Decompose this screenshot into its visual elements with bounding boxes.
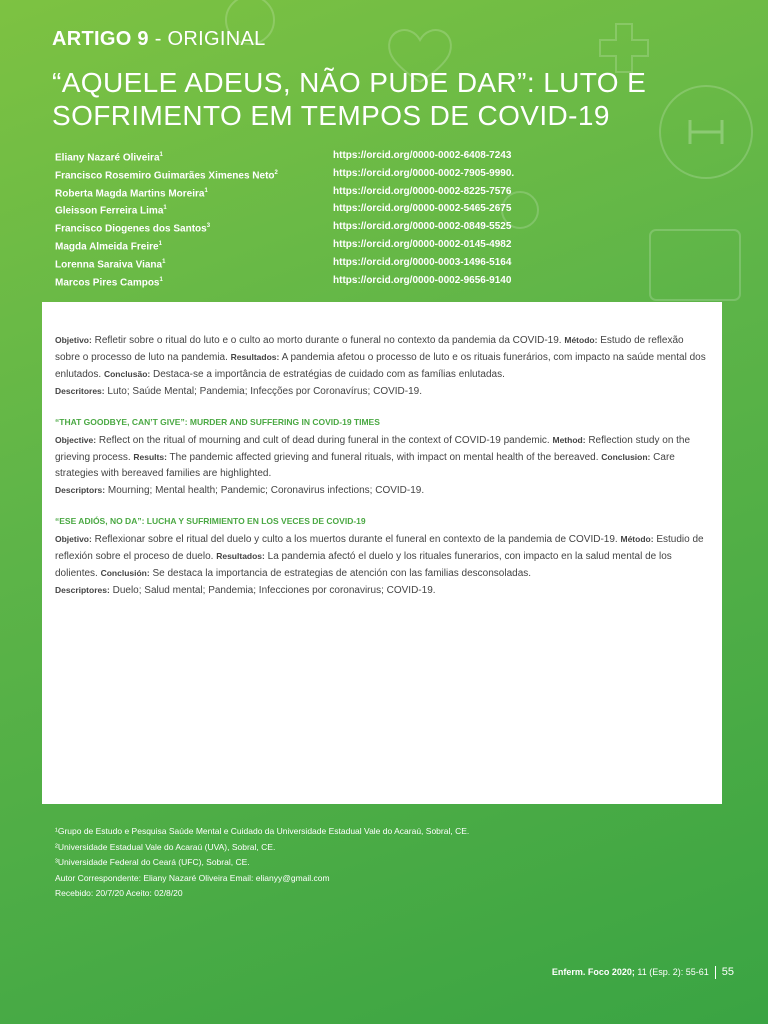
affiliation-2: ²Universidade Estadual Vale do Acaraú (UVA), Sobral, CE. (55, 841, 276, 852)
author-name (55, 273, 333, 291)
es-conclusion-text: Se destaca la importancia de estrategias de atención con las familias desconsoladas. (152, 568, 532, 579)
es-results-text: La pandemia afectó el duelo y los rituales funerarios, con impacto en la salud mental de los dolientes. (55, 551, 672, 579)
es-method-label: Método: (620, 534, 654, 544)
author-name (55, 148, 333, 166)
orcid-link[interactable]: https://orcid.org/0000-0002-9656-9140 (333, 274, 512, 286)
footer-divider (715, 966, 716, 979)
en-method-label: Method: (552, 435, 586, 445)
pt-conclusion-label: Conclusão: (103, 369, 151, 379)
journal-volume: 11 (Esp. 2): 55-61 (634, 967, 709, 977)
affiliation-marker: 3 (206, 223, 211, 230)
pt-method-text: Estudo de reflexão sobre o processo de luto na pandemia. (55, 335, 684, 363)
es-results-label: Resultados: (216, 551, 265, 561)
en-results-label: Results: (133, 452, 167, 462)
pt-results-text: A pandemia afetou o processo de luto e os rituais funerários, com impacto na saúde mental dos enlutados. (55, 352, 706, 380)
author-name-text: Magda Almeida Freire (55, 241, 159, 253)
orcid-link[interactable]: https://orcid.org/0000-0002-0849-5525 (333, 221, 512, 233)
author-row (55, 219, 615, 237)
author-name-text: Marcos Pires Campos (55, 277, 160, 289)
abstract-spanish (55, 513, 710, 599)
corresponding-author: Autor Correspondente: Eliany Nazaré Oliveira Email: elianyy@gmail.com (55, 872, 330, 883)
article-number: ARTIGO 9 (52, 28, 149, 50)
author-name-text: Francisco Diogenes dos Santos (55, 223, 207, 235)
en-descriptors-label: Descriptors: (55, 485, 106, 495)
abstract-es-title: “ESE ADIÓS, NO DA”: LUCHA Y SUFRIMIENTO EN LOS VECES DE COVID-19 (55, 516, 366, 526)
pt-descriptors-text: Luto; Saúde Mental; Pandemia; Infecções por Coronavírus; COVID-19. (107, 386, 422, 397)
author-row (55, 184, 615, 202)
author-row (55, 148, 615, 166)
author-name (55, 201, 333, 219)
author-name (55, 184, 333, 202)
affiliation-3: ³Universidade Federal do Ceará (UFC), Sobral, CE. (55, 857, 250, 867)
es-method-text: Estudio de reflexión sobre el proceso de duelo. (55, 534, 704, 562)
author-name-text: Gleisson Ferreira Lima (55, 205, 164, 217)
en-objective-text: Reflect on the ritual of mourning and cult of dead during funeral in the context of COVID-19 pandemic. (98, 435, 550, 446)
en-descriptors-text: Mourning; Mental health; Pandemic; Coronavirus infections; COVID-19. (107, 485, 425, 496)
orcid-link[interactable]: https://orcid.org/0000-0003-1496-5164 (333, 256, 512, 268)
es-objective-label: Objetivo: (55, 534, 92, 544)
orcid-link[interactable]: https://orcid.org/0000-0002-7905-9990. (333, 167, 515, 179)
author-name (55, 166, 333, 184)
author-name-text: Francisco Rosemiro Guimarães Ximenes Neto (55, 170, 275, 182)
orcid-link[interactable]: https://orcid.org/0000-0002-6408-7243 (333, 150, 512, 161)
pt-results-label: Resultados: (230, 352, 280, 362)
article-kicker (52, 28, 266, 51)
affiliation-marker: 1 (159, 152, 163, 158)
author-row (55, 273, 615, 291)
author-row (55, 237, 615, 255)
es-descriptors-text: Duelo; Salud mental; Pandemia; Infecciones por coronavirus; COVID-19. (112, 585, 436, 596)
author-name (55, 219, 333, 237)
affiliations-note (55, 824, 469, 902)
es-conclusion-label: Conclusión: (100, 568, 150, 578)
affiliation-marker: 1 (163, 205, 167, 212)
author-row (55, 255, 615, 273)
en-conclusion-label: Conclusion: (601, 452, 651, 462)
medical-cross-icon (600, 24, 648, 72)
page-footer (552, 966, 734, 979)
author-name (55, 237, 333, 255)
en-objective-label: Objective: (55, 435, 97, 445)
abstract-panel (42, 302, 722, 804)
pt-objective-label: Objetivo: (55, 335, 92, 345)
orcid-link[interactable]: https://orcid.org/0000-0002-5465-2675 (333, 203, 512, 215)
en-conclusion-text: Care strategies with bereaved families are highlighted. (55, 452, 675, 479)
en-results-text: The pandemic affected grieving and funeral rituals, with impact on mental health of the bereaved. (169, 452, 599, 463)
affiliation-1: ¹Grupo de Estudo e Pesquisa Saúde Mental e Cuidado da Universidade Estadual Vale do Acaraú, Sobral, CE. (55, 826, 470, 836)
pt-method-label: Método: (564, 335, 598, 345)
en-method-text: Reflection study on the grieving process. (55, 435, 691, 463)
affiliation-marker: 2 (274, 169, 278, 176)
affiliation-marker: 1 (204, 187, 208, 194)
author-row (55, 201, 615, 219)
orcid-link[interactable]: https://orcid.org/0000-0002-0145-4982 (333, 239, 512, 251)
journal-name: Enferm. Foco 2020; (551, 967, 635, 977)
abstract-portuguese (55, 332, 710, 400)
author-name-text: Lorenna Saraiva Viana (55, 259, 163, 271)
article-type: - ORIGINAL (148, 28, 266, 50)
es-descriptors-label: Descriptores: (55, 585, 110, 595)
pt-conclusion-text: Destaca-se a importância de estratégias de cuidado com as famílias enlutadas. (153, 369, 505, 380)
building-icon (650, 230, 740, 300)
hospital-h-icon (660, 86, 752, 178)
author-name (55, 255, 333, 273)
es-objective-text: Reflexionar sobre el ritual del duelo y culto a los muertos durante el funeral en contexto de la pandemia de COVID-19. (94, 534, 618, 545)
affiliation-marker: 1 (158, 241, 162, 248)
pt-descriptors-label: Descritores: (55, 386, 105, 396)
author-name-text: Eliany Nazaré Oliveira (55, 152, 160, 164)
affiliation-marker: 1 (162, 258, 166, 265)
author-list (55, 148, 615, 291)
orcid-link[interactable]: https://orcid.org/0000-0002-8225-7576 (333, 185, 512, 197)
pt-objective-text: Refletir sobre o ritual do luto e o culto ao morto durante o funeral no contexto da pandemia da COVID-19. (94, 335, 562, 346)
abstract-en-title: “THAT GOODBYE, CAN’T GIVE”: MURDER AND SUFFERING IN COVID-19 TIMES (55, 417, 380, 427)
received-accepted-dates: Recebido: 20/7/20 Aceito: 02/8/20 (55, 888, 183, 898)
author-name-text: Roberta Magda Martins Moreira (55, 187, 205, 199)
page-number: 55 (721, 966, 734, 978)
abstract-english (55, 414, 710, 499)
affiliation-marker: 1 (159, 276, 163, 283)
author-row (55, 166, 615, 184)
article-title: “AQUELE ADEUS, NÃO PUDE DAR”: LUTO E SOFRIMENTO EM TEMPOS DE COVID-19 (52, 67, 647, 131)
